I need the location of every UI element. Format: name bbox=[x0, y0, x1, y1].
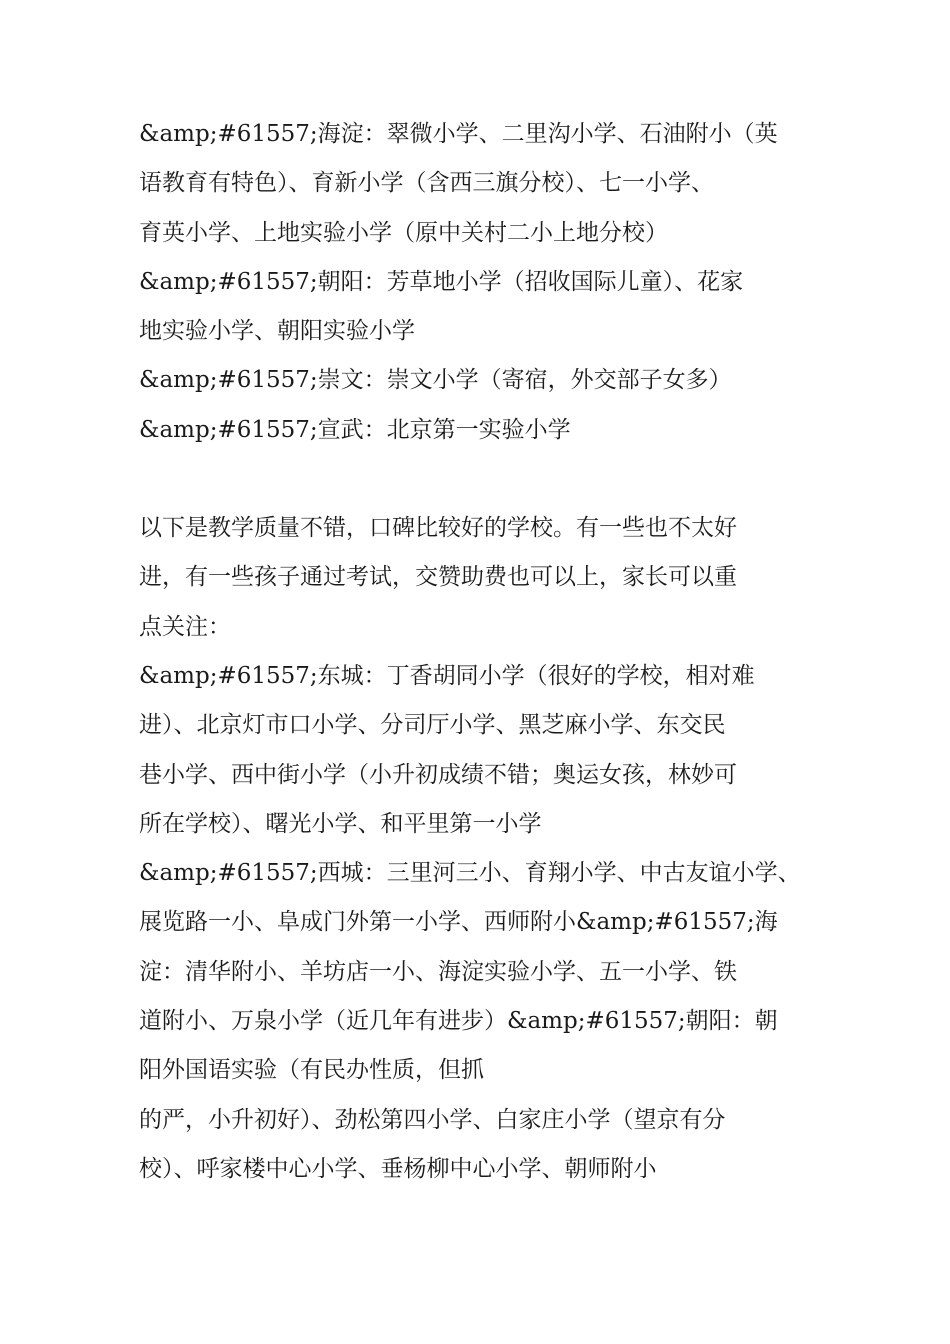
text-line: 地实验小学、朝阳实验小学 bbox=[139, 318, 415, 345]
text-line: &amp;#61557;朝阳：芳草地小学（招收国际儿童）、花家 bbox=[139, 268, 744, 295]
text-line: 进）、北京灯市口小学、分司厅小学、黑芝麻小学、东交民 bbox=[139, 712, 726, 739]
text-line: 所在学校）、曙光小学、和平里第一小学 bbox=[139, 810, 542, 837]
text-line: 的严，小升初好）、劲松第四小学、白家庄小学（望京有分 bbox=[139, 1106, 726, 1133]
text-line: 育英小学、上地实验小学（原中关村二小上地分校） bbox=[139, 219, 668, 246]
text-line: &amp;#61557;西城：三里河三小、育翔小学、中古友谊小学、 bbox=[139, 860, 801, 887]
text-line: 进，有一些孩子通过考试，交赞助费也可以上，家长可以重 bbox=[139, 564, 737, 591]
text-line: 道附小、万泉小学（近几年有进步）&amp;#61557;朝阳：朝 bbox=[139, 1008, 778, 1035]
text-line: 校）、呼家楼中心小学、垂杨柳中心小学、朝师附小 bbox=[139, 1155, 657, 1182]
section-good-schools bbox=[139, 504, 819, 1194]
text-line: 点关注： bbox=[139, 613, 231, 640]
section-top-schools bbox=[139, 110, 819, 455]
text-line: 以下是教学质量不错，口碑比较好的学校。有一些也不太好 bbox=[139, 515, 737, 542]
text-line: 巷小学、西中街小学（小升初成绩不错；奥运女孩，林妙可 bbox=[139, 761, 737, 788]
document-page bbox=[139, 110, 819, 1194]
paragraph-gap bbox=[139, 455, 819, 504]
text-line: 语教育有特色）、育新小学（含西三旗分校）、七一小学、 bbox=[139, 170, 714, 197]
text-line: 展览路一小、阜成门外第一小学、西师附小&amp;#61557;海 bbox=[139, 909, 778, 936]
text-line: &amp;#61557;崇文：崇文小学（寄宿，外交部子女多） bbox=[139, 367, 732, 394]
text-line: 淀：清华附小、羊坊店一小、海淀实验小学、五一小学、铁 bbox=[139, 958, 737, 985]
text-line: &amp;#61557;宣武：北京第一实验小学 bbox=[139, 416, 571, 443]
text-line: &amp;#61557;东城：丁香胡同小学（很好的学校，相对难 bbox=[139, 662, 755, 689]
text-line: &amp;#61557;海淀：翠微小学、二里沟小学、石油附小（英 bbox=[139, 121, 778, 147]
text-line: 阳外国语实验（有民办性质，但抓 bbox=[139, 1057, 484, 1084]
